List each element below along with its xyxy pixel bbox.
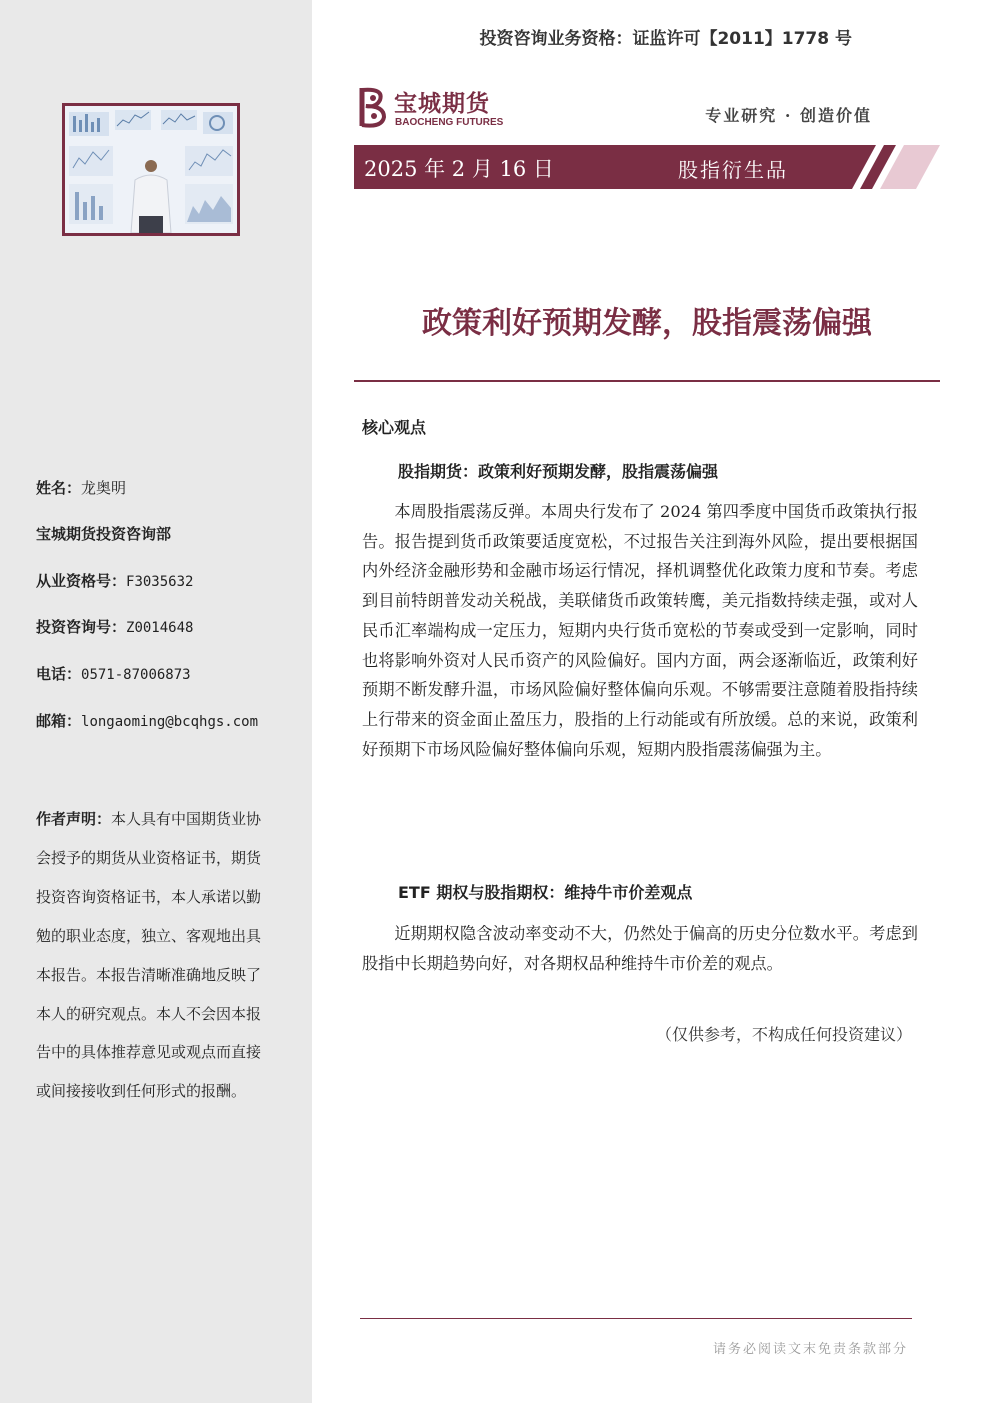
disclaimer: （仅供参考，不构成任何投资建议） [655,1025,912,1044]
report-date: 2025 年 2 月 16 日 [364,157,554,181]
phone: 电话：0571-87006873 [36,665,191,683]
footer-note: 请务必阅读文末免责条款部分 [712,1342,908,1357]
footer-divider [360,1318,912,1319]
author-name: 姓名：龙奥明 [36,479,127,497]
department: 宝城期货投资咨询部 [36,525,172,543]
email: 邮箱：longaoming@bcqhgs.com [36,712,259,730]
consult-number: 投资咨询号：Z0014648 [36,618,194,636]
cover-image [62,103,240,236]
license-text: 投资咨询业务资格：证监许可【2011】1778 号 [479,29,852,49]
qualification-number: 从业资格号：F3035632 [36,572,194,590]
logo-text-cn: 宝城期货 [394,91,490,117]
email-link[interactable]: longaoming@bcqhgs.com [81,714,259,730]
paragraph-futures: 本周股指震荡反弹。本周央行发布了 2024 第四季度中国货币政策执行报告。报告提到货币政策要适度宽松，不过报告关注到海外风险，提出要根据国内外经济金融形势和金融市场运行情况，择机调整优化政策力度和节奏。考虑到目前特朗普发动关税战，美联储货币政策转鹰，美元指数持续走强，或对人民币汇率端构成一定压力，短期内央行货币宽松的节奏或受到一定影响，同时也将影响外资对人民币资产的风险偏好。国内方面，两会逐渐临近，政策利好预期不断发酵升温，市场风险偏好整体偏向乐观。不够需要注意随着股指持续上行带来的资金面止盈压力，股指的上行动能或有所放缓。总的来说，政策利好预期下市场风险偏好整体偏向乐观，短期内股指震荡偏强为主。 [362,502,918,759]
author-declaration: 作者声明：本人具有中国期货业协会授予的期货从业资格证书，期货投资咨询资格证书，本人承诺以勤勉的职业态度，独立、客观地出具本报告。本报告清晰准确地反映了本人的研究观点。本人不会因本报告中的具体推荐意见或观点而直接或间接接收到任何形式的报酬。 [36,810,262,1101]
subsection-title-futures: 股指期货：政策利好预期发酵，股指震荡偏强 [398,462,719,481]
slogan: 专业研究 · 创造价值 [705,106,872,125]
logo-text-en: BAOCHENG FUTURES [395,117,504,128]
sidebar [0,0,312,1403]
subsection-title-options: ETF 期权与股指期权：维持牛市价差观点 [398,883,693,902]
brand-logo [356,84,526,134]
report-title: 政策利好预期发酵，股指震荡偏强 [422,306,872,341]
title-divider [354,380,940,382]
date-banner [354,145,940,189]
paragraph-options: 近期期权隐含波动率变动不大，仍然处于偏高的历史分位数水平。考虑到股指中长期趋势向好，对各期权品种维持牛市价差的观点。 [362,924,918,973]
section-title: 核心观点 [362,418,427,437]
report-category: 股指衍生品 [678,158,788,182]
analyst-screens-illustration [65,106,237,233]
logo-mark-icon [356,84,390,130]
